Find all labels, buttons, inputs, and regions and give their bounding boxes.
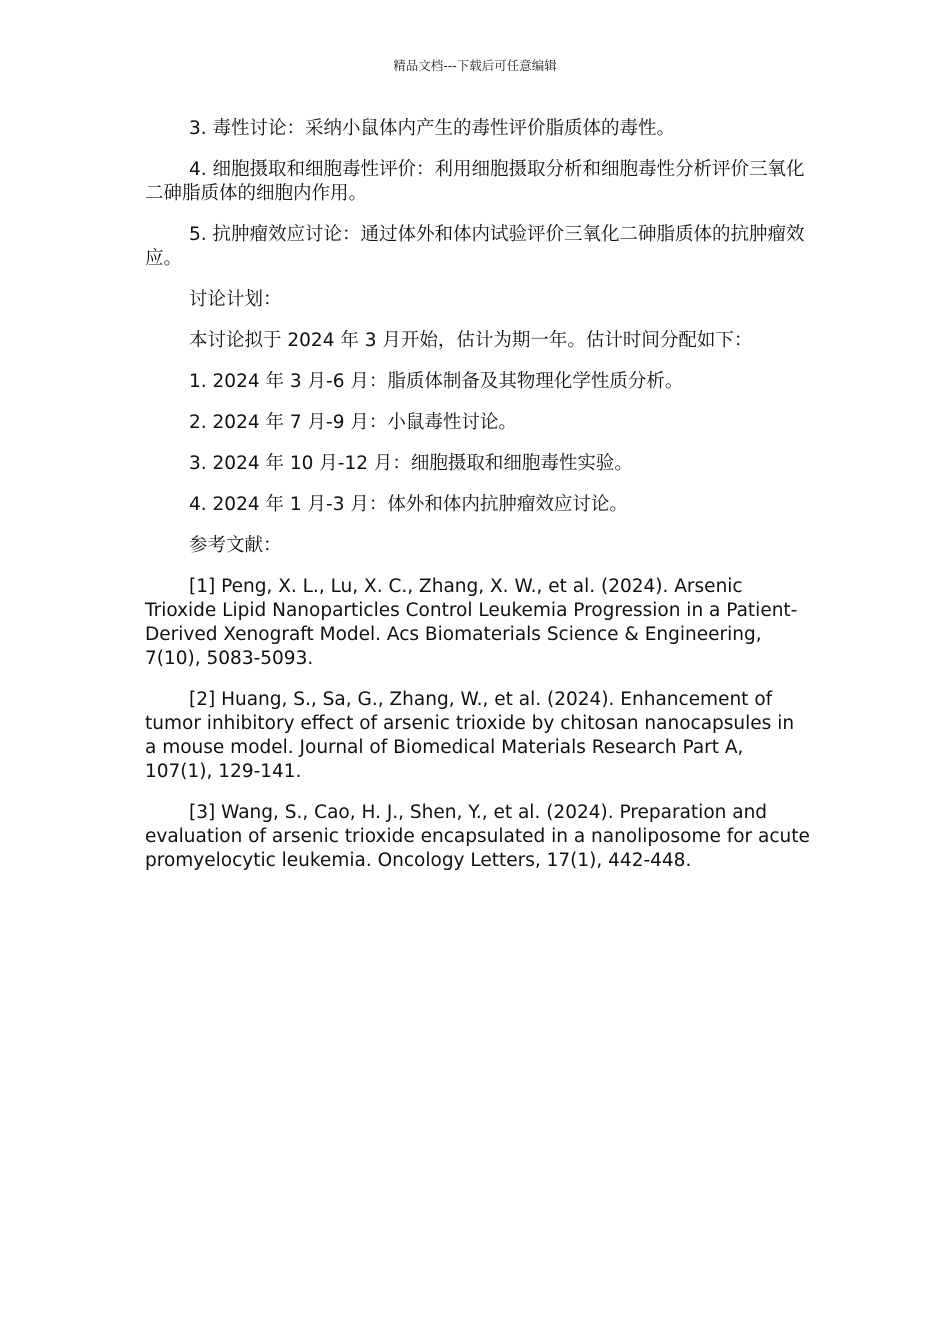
reference-item-3: [3] Wang, S., Cao, H. J., Shen, Y., et al. (2024). Preparation and evaluation of arsenic trioxide encapsulated in a nanoliposome for acute promyelocytic leukemia. Oncology Letters, 17(1), 442-448.: [145, 802, 810, 871]
plan-item-3: 3. 2024 年 10 月-12 月：细胞摄取和细胞毒性实验。: [189, 453, 633, 474]
reference-item-2: [2] Huang, S., Sa, G., Zhang, W., et al. (2024). Enhancement of tumor inhibitory effect of arsenic trioxide by chitosan nanocapsules in a mouse model. Journal of Biomedical Materials Research Part A, 107(1), 129-141.: [145, 689, 795, 782]
page-header: 精品文档---下载后可任意编辑: [393, 58, 557, 73]
plan-item-1: 1. 2024 年 3 月-6 月：脂质体制备及其物理化学性质分析。: [189, 371, 684, 392]
paragraph-plan-intro: 本讨论拟于 2024 年 3 月开始，估计为期一年。估计时间分配如下：: [189, 330, 753, 351]
plan-item-2: 2. 2024 年 7 月-9 月：小鼠毒性讨论。: [189, 412, 517, 433]
paragraph-antitumor: 5. 抗肿瘤效应讨论：通过体外和体内试验评价三氧化二砷脂质体的抗肿瘤效应。: [145, 224, 805, 269]
reference-item-1: [1] Peng, X. L., Lu, X. C., Zhang, X. W., et al. (2024). Arsenic Trioxide Lipid Nanoparticles Control Leukemia Progression in a Patient-Derived Xenograft Model. Acs Biomaterials Science & Engineering, 7(10), 5083-5093.: [145, 576, 798, 669]
paragraph-cell-uptake: 4. 细胞摄取和细胞毒性评价：利用细胞摄取分析和细胞毒性分析评价三氧化二砷脂质体的细胞内作用。: [145, 159, 805, 204]
plan-item-4: 4. 2024 年 1 月-3 月：体外和体内抗肿瘤效应讨论。: [189, 494, 628, 515]
document-body: [145, 117, 810, 873]
section-heading-plan: 讨论计划：: [189, 289, 282, 310]
paragraph-toxicity: 3. 毒性讨论：采纳小鼠体内产生的毒性评价脂质体的毒性。: [189, 118, 676, 139]
section-heading-references: 参考文献：: [189, 535, 282, 556]
